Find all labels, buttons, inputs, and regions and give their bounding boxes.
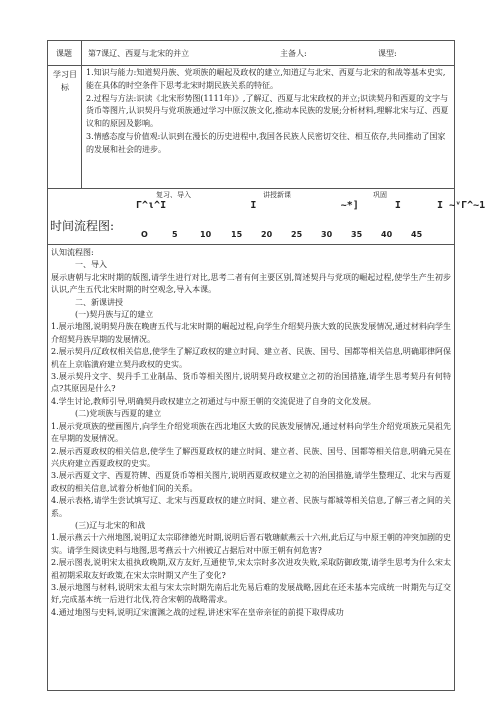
body-paragraph: 1.展示党项族的壁画图片,向学生介绍党项族在西北地区大致的民族发展情况,通过材料向学生介绍党项族元昊祖先在早期的发展情况。 <box>51 421 451 444</box>
objective-item: 1.知识与能力:知道契丹族、党项族的崛起及政权的建立,知道辽与北宋、西夏与北宋的和战等基本史实,能在具体的时空条件下思考北宋时期民族关系的特征。 <box>86 68 446 90</box>
objectives-row <box>47 64 455 189</box>
timeline-phase: 讲授新课 <box>263 191 291 199</box>
timeline-graphic: Γ^ι^Ι I ~*] I I ~ᵛΓ^~1 <box>136 200 486 211</box>
subsection-heading: (二)党项族与西夏的建立 <box>75 409 162 419</box>
body-paragraph: 3.展示地图与材料,说明宋太祖与宋太宗时期先南后北先易后难的发展战略,因此在还未基本完成统一时期先与辽交好,完成基本统一后进行北伐,符合宋朝的战略需求。 <box>51 582 451 605</box>
lesson-type-field: 课型: <box>378 49 397 58</box>
timeline-label: 时间流程图: <box>50 219 115 233</box>
body-paragraph: 2.展示图表,说明宋太祖执政晚期,双方友好,互通使节,宋太宗时多次进攻失败,采取防御政策,请学生思考为什么宋太祖初期采取友好政策,在宋太宗时期又产生了变化? <box>51 558 451 580</box>
body-paragraph: 2.展示西夏政权的相关信息,使学生了解西夏政权的建立时间、建立者、民族、国号、国都等相关信息,明确元昊在兴庆府建立西夏政权的史实。 <box>51 446 451 468</box>
body-row <box>47 244 455 691</box>
timeline-tick: 30 <box>321 230 333 239</box>
column-divider <box>81 41 82 65</box>
timeline-phase: 复习、导入 <box>156 191 191 199</box>
timeline-tick: 40 <box>381 230 393 239</box>
timeline-tick: 10 <box>200 230 212 239</box>
objective-item: 3.情感态度与价值观:认识到在漫长的历史进程中,我国各民族人民密切交往、相互依存,共同推动了国家的发展和社会的进步。 <box>86 131 446 154</box>
timeline-tick: 20 <box>261 230 273 239</box>
timeline-tick: 25 <box>291 230 303 239</box>
header-row <box>47 40 455 66</box>
body-paragraph: 4.通过地图与史料,说明辽宋澶渊之战的过程,讲述宋军在皇帝亲征的前提下取得成功 <box>51 607 344 617</box>
body-paragraph: 展示唐朝与北宋时期的版图,请学生进行对比,思考二者有何主要区别,简述契丹与党项的崛起过程,使学生产生初步认识,产生五代北宋时期的时空观念,导入本课。 <box>51 272 451 295</box>
objective-item: 2.过程与方法:识读《北宋形势图(1111年)》,了解辽、西夏与北宋政权的并立;识读契丹和西夏的文字与货币等图片,认识契丹与党项族通过学习中原汉族文化,推动本民族的发展;分析材料,理解北宋与辽、西夏议和的原因及影响。 <box>86 93 449 129</box>
section-heading: 一、导入 <box>75 260 107 270</box>
author-field: 主备人: <box>280 49 307 58</box>
body-paragraph: 3.展示西夏文字、西夏符牌、西夏货币等相关图片,说明西夏政权建立之初的治国措施,请学生整理辽、北宋与西夏政权的相关信息,试着分析他们间的关系。 <box>51 471 451 493</box>
body-paragraph: 4.学生讨论,教师引导,明确契丹政权建立之初通过与中原王朝的交流促进了自身的文化发展。 <box>51 396 376 406</box>
body-paragraph: 4.展示表格,请学生尝试填写辽、北宋与西夏政权的建立时间、建立者、民族与都城等相关信息,了解三者之间的关系。 <box>51 496 451 518</box>
timeline-tick: 35 <box>351 230 363 239</box>
timeline-tick: 5 <box>172 230 178 239</box>
timeline-phase: 巩固 <box>373 191 387 199</box>
timeline-row <box>47 188 486 245</box>
body-paragraph: 认知流程图: <box>51 248 94 257</box>
lesson-title: 第7课辽、西夏与北宋的并立 <box>88 49 190 58</box>
timeline-tick: 15 <box>231 230 243 239</box>
section-heading: 二、新课讲授 <box>75 297 123 307</box>
body-paragraph: 1.展示燕云十六州地图,说明辽太宗耶律德光时期,说明后晋石敬瑭献燕云十六州,此后辽与中原王朝的冲突加剧的史实。请学生阅读史料与地图,思考燕云十六州被辽占据后对中原王朝有何危害? <box>51 533 451 555</box>
subsection-heading: (一)契丹族与辽的建立 <box>75 310 154 320</box>
body-paragraph: 2.展示契丹/辽政权相关信息,使学生了解辽政权的建立时间、建立者、民族、国号、国都等相关信息,明确耶律阿保机在上京临潢府建立契丹政权的史实。 <box>51 347 451 369</box>
header-label: 课题 <box>56 49 72 58</box>
body-paragraph: 3.展示契丹文字、契丹手工业制品、货币等相关图片,说明契丹政权建立之初的治国措施,请学生思考契丹有何特点?其原因是什么? <box>51 372 451 394</box>
body-paragraph: 1.展示地图,说明契丹族在晚唐五代与北宋时期的崛起过程,向学生介绍契丹族大致的民族发展情况,通过材料向学生介绍契丹族早期的发展情况。 <box>51 322 451 344</box>
lesson-body <box>51 247 451 619</box>
column-divider <box>81 64 82 188</box>
timeline-tick: O <box>141 230 148 239</box>
objectives-list <box>86 67 450 157</box>
subsection-heading: (三)辽与北宋的和战 <box>75 520 146 530</box>
objectives-label: 学习目标 <box>53 70 77 92</box>
timeline-tick: 45 <box>411 230 423 239</box>
